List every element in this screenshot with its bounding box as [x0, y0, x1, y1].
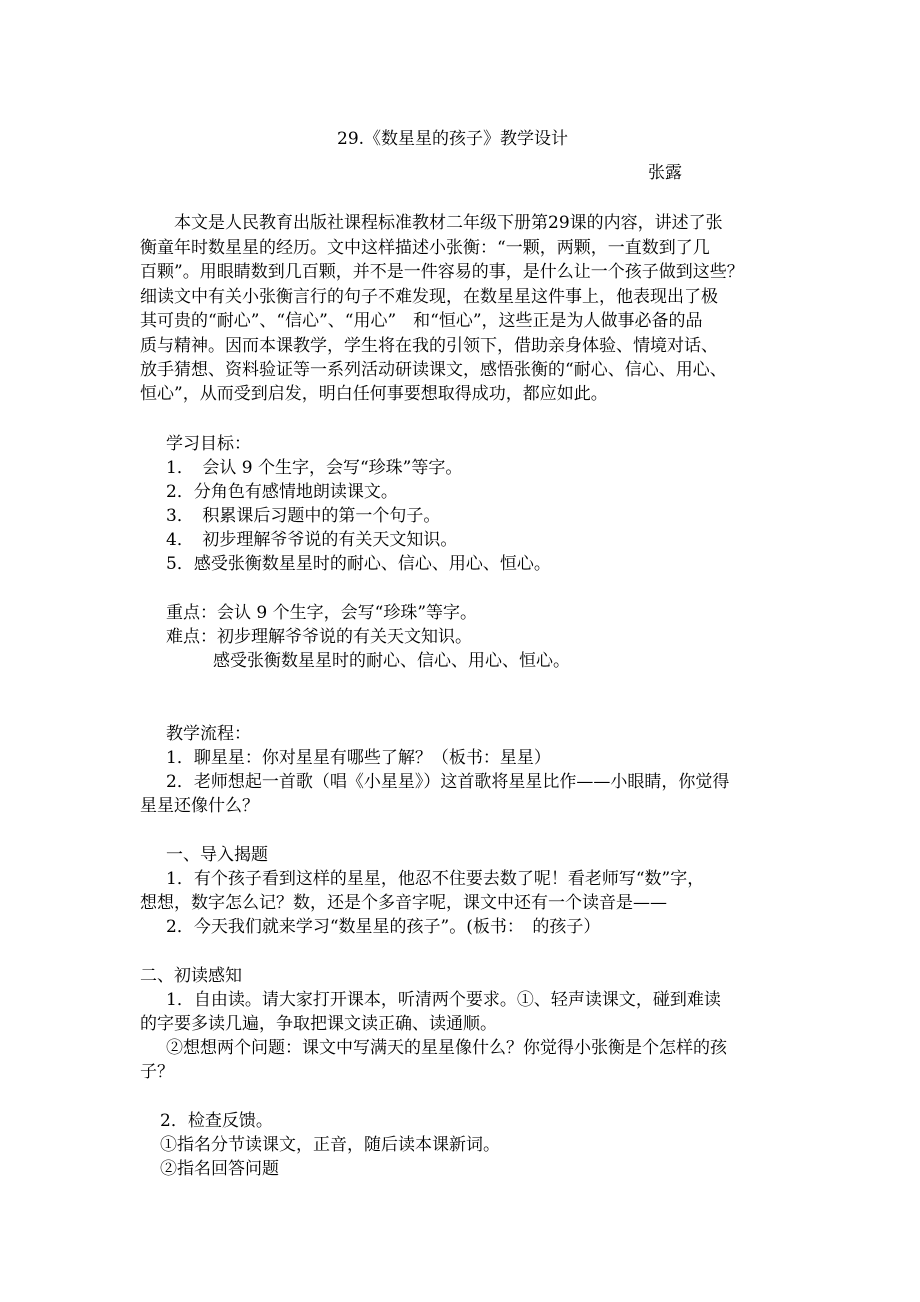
intro-line: 质与精神。因而本课教学，学生将在我的引领下，借助亲身体验、情境对话、: [140, 336, 718, 356]
intro-line: 恒心”，从而受到启发，明白任何事要想取得成功，都应如此。: [140, 384, 608, 404]
section-line: 1．自由读。请大家打开课本，听清两个要求。①、轻声读课文，碰到难读: [166, 990, 721, 1010]
objectives-heading: 学习目标：: [166, 434, 251, 454]
section-line: 2．今天我们就来学习“数星星的孩子”。(板书： 的孩子）: [166, 917, 601, 937]
intro-line: 百颗”。用眼睛数到几百颗，并不是一件容易的事，是什么让一个孩子做到这些？: [140, 262, 744, 282]
intro-line: 其可贵的“耐心”、“信心”、“用心” 和“恒心”，这些正是为人做事必备的品: [140, 311, 703, 331]
objective-item: 2．分角色有感情地朗读课文。: [166, 482, 398, 502]
author-name: 张露: [648, 163, 682, 183]
check-line: ①指名分节读课文，正音，随后读本课新词。: [160, 1135, 500, 1155]
objective-item: 4． 初步理解爷爷说的有关天文知识。: [166, 530, 458, 550]
objective-item: 1． 会认 9 个生字，会写“珍珠”等字。: [166, 458, 463, 478]
process-line: 星星还像什么？: [140, 796, 259, 816]
section-line: 的字要多读几遍，争取把课文读正确、读通顺。: [140, 1014, 497, 1034]
section-heading: 一、导入揭题: [166, 845, 268, 865]
intro-line: 放手猜想、资料验证等一系列活动研读课文，感悟张衡的“耐心、信心、用心、: [140, 360, 727, 380]
section-heading: 二、初读感知: [140, 966, 242, 986]
objective-item: 3． 积累课后习题中的第一个句子。: [166, 506, 441, 526]
check-line: 2．检查反馈。: [160, 1111, 273, 1131]
section-line: 1．有个孩子看到这样的星星，他忍不住要去数了呢！看老师写“数”字，: [166, 869, 705, 889]
document-title: 29.《数星星的孩子》教学设计: [337, 129, 569, 149]
process-line: 2．老师想起一首歌（唱《小星星》）这首歌将星星比作——小眼睛，你觉得: [166, 772, 730, 792]
check-line: ②指名回答问题: [160, 1159, 279, 1179]
section-line: 子？: [140, 1062, 174, 1082]
process-line: 1．聊星星：你对星星有哪些了解？（板书：星星）: [166, 748, 551, 768]
key-point: 重点：会认 9 个生字，会写“珍珠”等字。: [166, 603, 478, 623]
objective-item: 5．感受张衡数星星时的耐心、信心、用心、恒心。: [166, 554, 551, 574]
section-line: 想想，数字怎么记？数，还是个多音字呢，课文中还有一个读音是——: [140, 893, 667, 913]
process-heading: 教学流程：: [166, 724, 251, 744]
intro-line: 衡童年时数星星的经历。文中这样描述小张衡：“一颗，两颗，一直数到了几: [140, 238, 710, 258]
section-line: ②想想两个问题：课文中写满天的星星像什么？你觉得小张衡是个怎样的孩: [166, 1038, 727, 1058]
intro-line: 细读文中有关小张衡言行的句子不难发现，在数星星这件事上，他表现出了极: [140, 287, 718, 307]
difficult-point: 难点：初步理解爷爷说的有关天文知识。: [166, 627, 472, 647]
intro-line: 本文是人民教育出版社课程标准教材二年级下册第29课的内容，讲述了张: [174, 213, 723, 233]
difficult-point-continued: 感受张衡数星星时的耐心、信心、用心、恒心。: [213, 651, 570, 671]
